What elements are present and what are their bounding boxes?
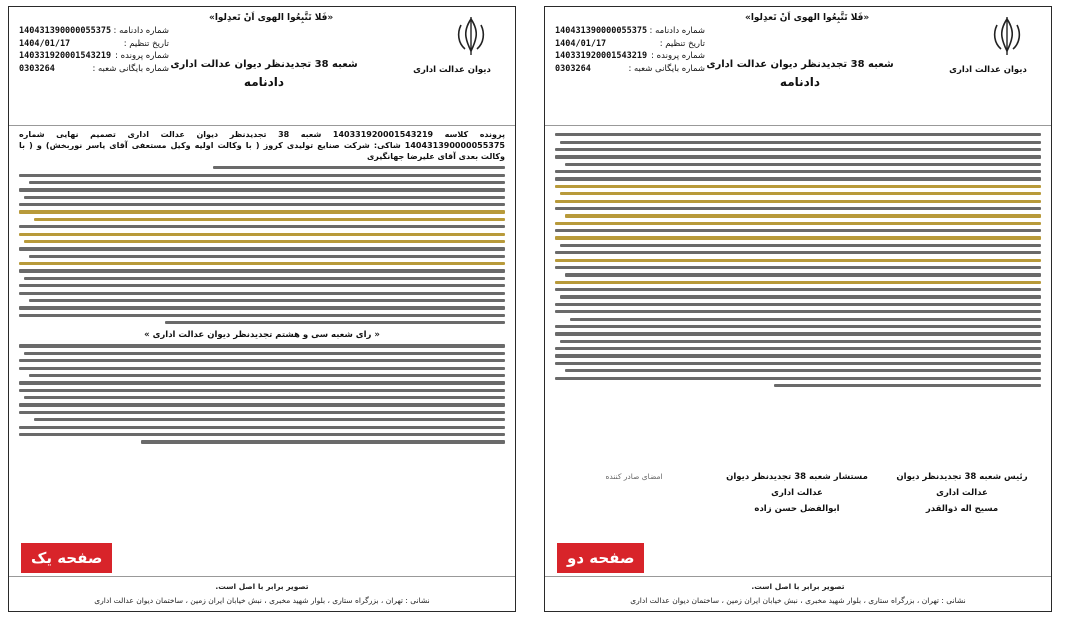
text-line bbox=[19, 306, 505, 309]
text-line bbox=[774, 384, 1041, 387]
court-name: دیوان عدالت اداری bbox=[949, 65, 1027, 75]
meta-row bbox=[19, 25, 169, 38]
text-line bbox=[19, 292, 505, 295]
text-line bbox=[19, 411, 505, 414]
text-line bbox=[555, 347, 1041, 350]
text-line bbox=[555, 325, 1041, 328]
text-line-highlighted bbox=[19, 233, 505, 236]
text-line bbox=[560, 141, 1041, 144]
bismillah-verse: «فَلا تَتَّبِعُوا الهوى اَنْ تَعدِلوا» bbox=[209, 13, 334, 23]
meta-value: 0303264 bbox=[555, 63, 591, 74]
meta-row bbox=[555, 63, 705, 76]
meta-label: شماره پرونده : bbox=[651, 51, 705, 61]
text-line bbox=[555, 266, 1041, 269]
meta-row bbox=[19, 50, 169, 63]
meta-row bbox=[555, 25, 705, 38]
text-line bbox=[555, 377, 1041, 380]
meta-row bbox=[19, 63, 169, 76]
signature-block bbox=[559, 469, 1037, 539]
text-line bbox=[560, 340, 1041, 343]
text-line bbox=[555, 148, 1041, 151]
text-line bbox=[555, 362, 1041, 365]
text-line bbox=[555, 310, 1041, 313]
page-badge: صفحه یک bbox=[21, 543, 112, 573]
text-line bbox=[555, 133, 1041, 136]
text-line-highlighted bbox=[565, 214, 1041, 217]
text-line bbox=[165, 321, 505, 324]
decision-title: دادنامه bbox=[779, 75, 821, 89]
text-line bbox=[29, 255, 505, 258]
text-line-highlighted bbox=[24, 240, 505, 243]
text-line bbox=[19, 359, 505, 362]
court-address: نشانی : تهران ، بزرگراه ستاری ، بلوار شهید مخبری ، نبش خیابان ایران زمین ، ساختمان دیوان عدالت اداری bbox=[94, 596, 430, 605]
case-lead-paragraph: پرونده کلاسه 140331920001543219 شعبه 38 تجدیدنظر دیوان عدالت اداری تصمیم نهایی شماره 140431390000055375 شاکی: شرکت صنایع تولیدی کروز ( با وکالت اولیه وکیل مستعفی آقای یاسر نوربخش) و ( با وکالت بعدی آقای علیرضا جهانگیری bbox=[19, 130, 505, 161]
text-line-highlighted bbox=[555, 259, 1041, 262]
text-line bbox=[19, 247, 505, 250]
page-header bbox=[9, 7, 515, 126]
text-line bbox=[24, 196, 505, 199]
text-line bbox=[565, 163, 1041, 166]
meta-value: 140331920001543219 bbox=[19, 51, 112, 61]
text-line-highlighted bbox=[555, 236, 1041, 239]
meta-row bbox=[19, 38, 169, 51]
document-page-2 bbox=[544, 6, 1052, 612]
text-line-highlighted bbox=[19, 262, 505, 265]
text-line-highlighted bbox=[19, 210, 505, 213]
meta-value: 140431390000055375 bbox=[19, 26, 112, 36]
text-line bbox=[19, 203, 505, 206]
text-line bbox=[19, 269, 505, 272]
meta-value: 140331920001543219 bbox=[555, 51, 648, 61]
text-line-highlighted bbox=[555, 185, 1041, 188]
text-line bbox=[19, 188, 505, 191]
meta-value: 140431390000055375 bbox=[555, 26, 648, 36]
text-line bbox=[19, 389, 505, 392]
text-line bbox=[560, 295, 1041, 298]
meta-value: 0303264 bbox=[19, 63, 55, 74]
text-line bbox=[570, 318, 1041, 321]
text-line bbox=[24, 352, 505, 355]
branch-title: شعبه 38 تجدیدنظر دیوان عدالت اداری bbox=[706, 59, 894, 70]
certified-copy-note: تصویر برابر با اصل است. bbox=[751, 582, 845, 591]
section-subheading: « رای شعبه سی و هشتم تجدیدنظر دیوان عدالت اداری » bbox=[144, 330, 380, 341]
meta-label: شماره پرونده : bbox=[115, 51, 169, 61]
text-line bbox=[19, 433, 505, 436]
court-name: دیوان عدالت اداری bbox=[413, 65, 491, 75]
text-line bbox=[560, 244, 1041, 247]
text-line-highlighted bbox=[555, 281, 1041, 284]
issuer-note: امضای صادر کننده bbox=[605, 472, 663, 481]
advisor-title: مستشار شعبه 38 تجدیدنظر دیوان عدالت اداری bbox=[726, 472, 868, 498]
text-line bbox=[19, 225, 505, 228]
text-line bbox=[555, 332, 1041, 335]
text-line bbox=[19, 174, 505, 177]
meta-label: شماره بایگانی شعبه : bbox=[92, 63, 169, 74]
text-line bbox=[555, 288, 1041, 291]
text-line bbox=[213, 166, 505, 169]
text-line bbox=[29, 374, 505, 377]
meta-label: شماره دادنامه : bbox=[649, 26, 705, 36]
text-line bbox=[19, 367, 505, 370]
page-footer bbox=[545, 576, 1051, 611]
chief-signature bbox=[887, 469, 1037, 517]
text-line bbox=[19, 426, 505, 429]
text-line bbox=[29, 181, 505, 184]
text-line bbox=[555, 229, 1041, 232]
court-address: نشانی : تهران ، بزرگراه ستاری ، بلوار شهید مخبری ، نبش خیابان ایران زمین ، ساختمان دیوان عدالت اداری bbox=[630, 596, 966, 605]
meta-value: 1404/01/17 bbox=[19, 38, 71, 49]
text-line bbox=[24, 396, 505, 399]
text-line bbox=[19, 403, 505, 406]
text-line bbox=[555, 177, 1041, 180]
text-line bbox=[19, 284, 505, 287]
text-line bbox=[555, 207, 1041, 210]
text-line bbox=[19, 344, 505, 347]
certified-copy-note: تصویر برابر با اصل است. bbox=[215, 582, 309, 591]
body-text-block bbox=[555, 133, 1041, 387]
text-line bbox=[29, 299, 505, 302]
meta-row bbox=[555, 38, 705, 51]
page-body bbox=[19, 129, 505, 571]
text-line bbox=[34, 418, 505, 421]
text-line bbox=[141, 440, 506, 443]
text-line-highlighted bbox=[34, 218, 505, 221]
iran-emblem-icon bbox=[987, 15, 1027, 59]
branch-title: شعبه 38 تجدیدنظر دیوان عدالت اداری bbox=[170, 59, 358, 70]
decision-title: دادنامه bbox=[243, 75, 285, 89]
body-text-block bbox=[19, 166, 505, 324]
text-line-highlighted bbox=[560, 192, 1041, 195]
text-line bbox=[555, 251, 1041, 254]
chief-name: مسیح اله ذوالقدر bbox=[925, 504, 999, 514]
case-metadata bbox=[555, 25, 705, 75]
text-line bbox=[565, 273, 1041, 276]
text-line-highlighted bbox=[555, 222, 1041, 225]
page-badge: صفحه دو bbox=[557, 543, 644, 573]
text-line bbox=[555, 155, 1041, 158]
text-line-highlighted bbox=[555, 200, 1041, 203]
text-line bbox=[24, 277, 505, 280]
text-line bbox=[565, 369, 1041, 372]
meta-value: 1404/01/17 bbox=[555, 38, 607, 49]
meta-label: تاریخ تنظیم : bbox=[123, 38, 169, 49]
bismillah-verse: «فَلا تَتَّبِعُوا الهوى اَنْ تَعدِلوا» bbox=[745, 13, 870, 23]
meta-row bbox=[555, 50, 705, 63]
advisor-name: ابوالفضل حسن زاده bbox=[754, 504, 840, 514]
advisor-signature bbox=[722, 469, 872, 517]
text-line bbox=[555, 354, 1041, 357]
text-line bbox=[555, 170, 1041, 173]
text-line bbox=[19, 314, 505, 317]
meta-label: شماره بایگانی شعبه : bbox=[628, 63, 705, 74]
case-metadata bbox=[19, 25, 169, 75]
text-line bbox=[555, 303, 1041, 306]
meta-label: تاریخ تنظیم : bbox=[659, 38, 705, 49]
page-footer bbox=[9, 576, 515, 611]
document-page-1 bbox=[8, 6, 516, 612]
meta-label: شماره دادنامه : bbox=[113, 26, 169, 36]
chief-title: رئیس شعبه 38 تجدیدنظر دیوان عدالت اداری bbox=[896, 472, 1028, 498]
text-line bbox=[19, 381, 505, 384]
iran-emblem-icon bbox=[451, 15, 491, 59]
page-header bbox=[545, 7, 1051, 126]
issuer-signature bbox=[559, 469, 709, 485]
ruling-text-block bbox=[19, 344, 505, 443]
